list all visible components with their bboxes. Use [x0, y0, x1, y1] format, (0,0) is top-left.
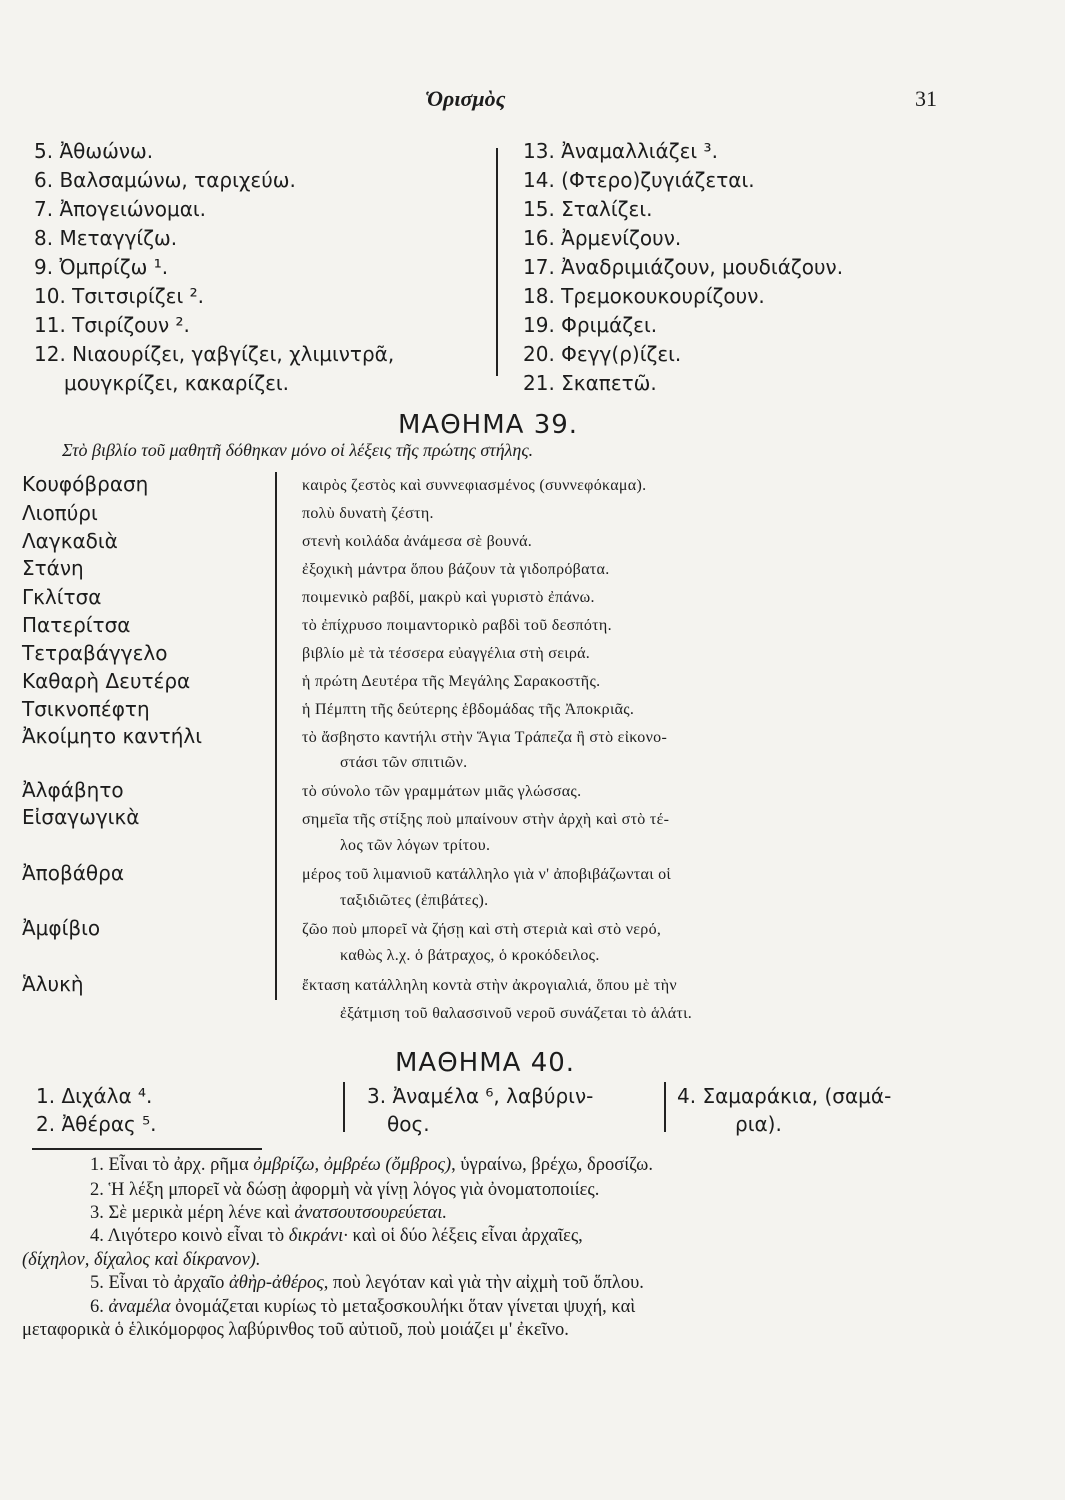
answer-item: 10. Τσιτσιρίζει ². — [34, 284, 204, 308]
answer-item: 3. Ἀναμέλα ⁶, λαβύριν- — [367, 1084, 594, 1108]
term: Ἀμφίβιο — [22, 916, 101, 940]
footnote-6: 6. ἀναμέλα ὀνομάζεται κυρίως τὸ μεταξοσκουλήκι ὅταν γίνεται ψυχή, καὶ — [90, 1297, 636, 1317]
term: Ἀποβάθρα — [22, 861, 125, 885]
definition: βιβλίο μὲ τὰ τέσσερα εὐαγγέλια στὴ σειρά. — [302, 645, 591, 662]
lesson-40-column-1 — [36, 1082, 157, 1138]
definition-continuation: ἐξάτμιση τοῦ θαλασσινοῦ νεροῦ συνάζεται τὸ ἁλάτι. — [340, 1005, 693, 1022]
definition: ἔκταση κατάλληλη κοντὰ στὴν ἀκρογιαλιά, ὅπου μὲ τὴν — [302, 977, 677, 994]
answer-item: 8. Μεταγγίζω. — [34, 226, 178, 250]
footnote-6-continuation: μεταφορικὰ ὁ ἑλικόμορφος λαβύρινθος τοῦ αὐτιοῦ, ποὺ μοιάζει μ' ἐκεῖνο. — [22, 1320, 569, 1340]
answer-item: 19. Φριμάζει. — [523, 313, 658, 337]
lesson-40-title: ΜΑΘΗΜΑ 40. — [395, 1048, 576, 1078]
answer-item-continuation: ρια). — [735, 1112, 782, 1136]
term: Τετραβάγγελο — [22, 641, 168, 665]
footnote-4-continuation: (δίχηλον, δίχαλος καὶ δίκρανον). — [22, 1250, 261, 1270]
definition: σημεῖα τῆς στίξης ποὺ μπαίνουν στὴν ἀρχὴ καὶ στὸ τέ- — [302, 811, 670, 828]
definition: στενὴ κοιλάδα ἀνάμεσα σὲ βουνά. — [302, 533, 533, 550]
lesson-39-intro: Στὸ βιβλίο τοῦ μαθητῆ δόθηκαν μόνο οἱ λέξεις τῆς πρώτης στήλης. — [62, 440, 534, 460]
answer-item: 20. Φεγγ(ρ)ίζει. — [523, 342, 682, 366]
answer-item: 15. Σταλίζει. — [523, 197, 653, 221]
footnote-1: 1. Εἶναι τὸ ἀρχ. ρῆμα ὀμβρίζω, ὀμβρέω (ὄμβρος), ὑγραίνω, βρέχω, δροσίζω. — [90, 1155, 653, 1175]
definition: ζῶο ποὺ μπορεῖ νὰ ζήσῃ καὶ στὴ στεριὰ καὶ στὸ νερό, — [302, 921, 662, 938]
answer-item: 17. Ἀναδριμιάζουν, μουδιάζουν. — [523, 255, 844, 279]
term: Ἁλυκὴ — [22, 972, 84, 996]
term: Γκλίτσα — [22, 585, 102, 609]
definition: ἡ πρώτη Δευτέρα τῆς Μεγάλης Σαρακοστῆς. — [302, 673, 601, 690]
definition: καιρὸς ζεστὸς καὶ συννεφιασμένος (συννεφόκαμα). — [302, 477, 647, 494]
column-divider — [664, 1082, 666, 1132]
answer-item: 11. Τσιρίζουν ². — [34, 313, 190, 337]
definition: τὸ σύνολο τῶν γραμμάτων μιᾶς γλώσσας. — [302, 783, 582, 800]
footnote-4: 4. Λιγότερο κοινὸ εἶναι τὸ δικράνι· καὶ οἱ δύο λέξεις εἶναι ἀρχαῖες, — [90, 1226, 583, 1246]
footnote-2: 2. Ἡ λέξη μπορεῖ νὰ δώσῃ ἀφορμὴ νὰ γίνῃ λόγος γιὰ ὀνοματοποιίες. — [90, 1180, 600, 1200]
answer-item: 1. Διχάλα ⁴. — [36, 1084, 153, 1108]
answer-item: 21. Σκαπετῶ. — [523, 371, 657, 395]
definition-continuation: καθὼς λ.χ. ὁ βάτραχος, ὁ κροκόδειλος. — [340, 947, 600, 964]
term: Λαγκαδιὰ — [22, 529, 118, 553]
answer-item: 9. Ὀμπρίζω ¹. — [34, 255, 169, 279]
footnote-rule — [32, 1148, 262, 1150]
page-number: 31 — [915, 86, 937, 111]
definition: τὸ ἄσβηστο καντήλι στὴν Ἅγια Τράπεζα ἢ στὸ εἰκονο- — [302, 729, 668, 746]
term: Εἰσαγωγικὰ — [22, 805, 140, 829]
definition: ποιμενικὸ ραβδί, μακρὺ καὶ γυριστὸ ἐπάνω. — [302, 589, 595, 606]
term: Τσικνοπέφτη — [22, 697, 150, 721]
answer-item-continuation: θος. — [387, 1112, 430, 1136]
lesson-40-column-2 — [367, 1082, 593, 1138]
term: Στάνη — [22, 556, 84, 580]
lesson-39-title: ΜΑΘΗΜΑ 39. — [398, 410, 579, 440]
answers-left-column — [34, 137, 394, 398]
answer-item: 7. Ἀπογειώνομαι. — [34, 197, 207, 221]
footnote-3: 3. Σὲ μερικὰ μέρη λένε καὶ ἀνατσουτσουρεύεται. — [90, 1203, 448, 1223]
answers-right-column — [523, 137, 843, 398]
definition-continuation: λος τῶν λόγων τρίτου. — [340, 837, 491, 854]
term: Ἀκοίμητο καντήλι — [22, 724, 202, 748]
column-divider — [496, 148, 498, 376]
answer-item: 4. Σαμαράκια, (σαμά- — [677, 1084, 892, 1108]
term: Λιοπύρι — [22, 501, 98, 525]
definition: ἡ Πέμπτη τῆς δεύτερης ἑβδομάδας τῆς Ἀποκριᾶς. — [302, 701, 635, 718]
definition-continuation: ταξιδιῶτες (ἐπιβάτες). — [340, 892, 489, 909]
answer-item: 6. Βαλσαμώνω, ταριχεύω. — [34, 168, 296, 192]
answer-item: 13. Ἀναμαλλιάζει ³. — [523, 139, 718, 163]
term: Καθαρὴ Δευτέρα — [22, 669, 191, 693]
term-definition-divider — [275, 472, 277, 1000]
answer-item-continuation: μουγκρίζει, κακαρίζει. — [64, 371, 290, 395]
answer-item: 16. Ἀρμενίζουν. — [523, 226, 682, 250]
column-divider — [343, 1082, 345, 1132]
term: Ἀλφάβητο — [22, 778, 124, 802]
definition: ἐξοχικὴ μάντρα ὅπου βάζουν τὰ γιδοπρόβατα. — [302, 561, 610, 578]
definition: τὸ ἐπίχρυσο ποιμαντορικὸ ραβδὶ τοῦ δεσπότη. — [302, 617, 612, 634]
definition: μέρος τοῦ λιμανιοῦ κατάλληλο γιὰ ν' ἀποβιβάζωνται οἱ — [302, 866, 672, 883]
lesson-40-column-3 — [677, 1082, 891, 1138]
footnote-5: 5. Εἶναι τὸ ἀρχαῖο ἀθὴρ-ἀθέρος, ποὺ λεγόταν καὶ γιὰ τὴν αἰχμὴ τοῦ ὅπλου. — [90, 1273, 644, 1293]
definition: πολὺ δυνατὴ ζέστη. — [302, 505, 434, 522]
answer-item: 14. (Φτερο)ζυγιάζεται. — [523, 168, 755, 192]
answer-item: 5. Ἀθωώνω. — [34, 139, 154, 163]
term: Κουφόβραση — [22, 472, 149, 496]
running-head-title: Ὁρισμὸς — [425, 86, 506, 111]
answer-item: 12. Νιαουρίζει, γαβγίζει, χλιμιντρᾶ, — [34, 342, 395, 366]
answer-item: 18. Τρεμοκουκουρίζουν. — [523, 284, 765, 308]
term: Πατερίτσα — [22, 613, 131, 637]
definition-continuation: στάσι τῶν σπιτιῶν. — [340, 754, 468, 771]
answer-item: 2. Ἀθέρας ⁵. — [36, 1112, 157, 1136]
